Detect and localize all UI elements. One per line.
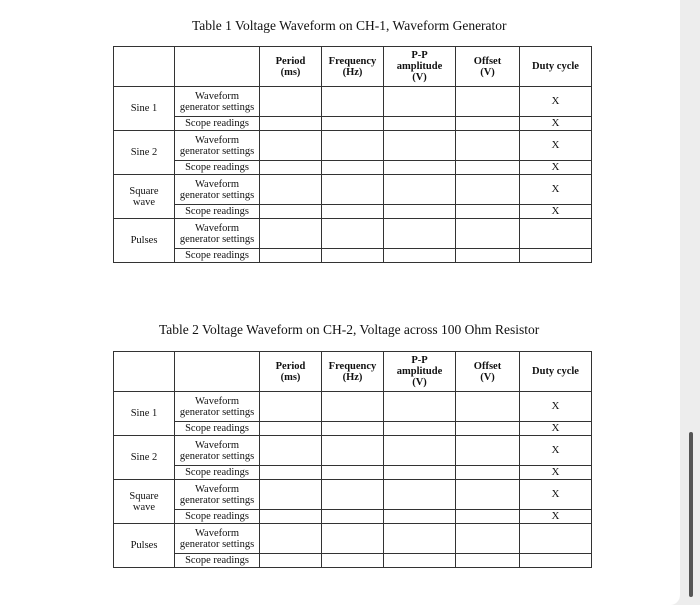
text-line: generator settings	[179, 406, 255, 418]
vertical-scrollbar[interactable]	[689, 432, 693, 597]
entry-cell[interactable]	[260, 175, 322, 205]
scope-readings-label: Scope readings	[175, 466, 260, 480]
text-line: Waveform	[194, 134, 240, 146]
header-frequency	[322, 47, 384, 87]
duty-cycle-cell[interactable]	[520, 554, 592, 568]
text-line: wave	[132, 501, 156, 513]
header-pp	[384, 352, 456, 392]
entry-cell[interactable]	[384, 422, 456, 436]
entry-cell[interactable]	[384, 436, 456, 466]
entry-cell[interactable]	[456, 510, 520, 524]
entry-cell[interactable]	[384, 117, 456, 131]
table-row	[114, 117, 592, 131]
text-line: generator settings	[179, 189, 255, 201]
text-line: (Hz)	[342, 371, 363, 383]
entry-cell[interactable]	[260, 436, 322, 466]
scope-readings-label: Scope readings	[175, 161, 260, 175]
entry-cell[interactable]	[456, 436, 520, 466]
header-period	[260, 47, 322, 87]
text-line: Waveform	[194, 395, 240, 407]
table-1	[113, 46, 592, 263]
entry-cell[interactable]	[322, 131, 384, 161]
duty-cycle-cell[interactable]: X	[520, 422, 592, 436]
entry-cell[interactable]	[456, 392, 520, 422]
text-line: Frequency	[328, 360, 377, 372]
waveform-name-text: Sine 2	[130, 147, 158, 158]
entry-cell[interactable]	[322, 480, 384, 510]
waveform-name	[114, 392, 175, 436]
entry-cell[interactable]	[260, 554, 322, 568]
generator-settings-label	[175, 131, 260, 161]
header-blank-cell	[114, 47, 175, 87]
entry-cell[interactable]	[322, 554, 384, 568]
scope-readings-label: Scope readings	[175, 249, 260, 263]
generator-settings-label	[175, 175, 260, 205]
duty-cycle-cell[interactable]: X	[520, 480, 592, 510]
entry-cell[interactable]	[322, 87, 384, 117]
generator-settings-label	[175, 436, 260, 466]
waveform-name-text: Sine 1	[130, 408, 158, 419]
table-2	[113, 351, 592, 568]
table-row	[114, 175, 592, 205]
header-frequency	[322, 352, 384, 392]
waveform-name	[114, 87, 175, 131]
generator-settings-label	[175, 87, 260, 117]
text-line: amplitude	[396, 366, 443, 377]
waveform-name-text	[129, 186, 158, 208]
generator-settings-label	[175, 219, 260, 249]
text-line: (ms)	[280, 66, 301, 78]
duty-cycle-cell[interactable]	[520, 524, 592, 554]
header-duty	[520, 352, 592, 392]
entry-cell[interactable]	[456, 131, 520, 161]
scope-readings-label: Scope readings	[175, 554, 260, 568]
text-line: generator settings	[179, 233, 255, 245]
entry-cell[interactable]	[322, 466, 384, 480]
table-row	[114, 87, 592, 117]
entry-cell[interactable]	[260, 524, 322, 554]
text-line: Waveform	[194, 527, 240, 539]
table-row	[114, 480, 592, 510]
entry-cell[interactable]	[260, 480, 322, 510]
duty-cycle-cell[interactable]: X	[520, 510, 592, 524]
entry-cell[interactable]	[260, 161, 322, 175]
header-blank-cell	[114, 352, 175, 392]
entry-cell[interactable]	[260, 392, 322, 422]
waveform-name	[114, 480, 175, 524]
text-line: Duty cycle	[532, 61, 579, 72]
table-row	[114, 422, 592, 436]
text-line: P-P	[411, 355, 428, 366]
text-line: (V)	[480, 66, 495, 78]
header-row	[114, 47, 592, 87]
text-line: Frequency	[328, 55, 377, 67]
waveform-name	[114, 175, 175, 219]
text-line: (ms)	[280, 371, 301, 383]
entry-cell[interactable]	[260, 117, 322, 131]
entry-cell[interactable]	[322, 524, 384, 554]
table-row	[114, 436, 592, 466]
text-line: Period	[275, 55, 306, 67]
text-line: Square	[129, 490, 159, 502]
duty-cycle-cell[interactable]: X	[520, 131, 592, 161]
waveform-name	[114, 524, 175, 568]
entry-cell[interactable]	[384, 175, 456, 205]
text-line: generator settings	[179, 538, 255, 550]
entry-cell[interactable]	[384, 554, 456, 568]
generator-settings-label	[175, 524, 260, 554]
entry-cell[interactable]	[384, 219, 456, 249]
duty-cycle-cell[interactable]: X	[520, 161, 592, 175]
entry-cell[interactable]	[456, 249, 520, 263]
entry-cell[interactable]	[384, 131, 456, 161]
table-row	[114, 466, 592, 480]
entry-cell[interactable]	[384, 392, 456, 422]
header-pp	[384, 47, 456, 87]
entry-cell[interactable]	[384, 466, 456, 480]
header-offset	[456, 47, 520, 87]
duty-cycle-cell[interactable]: X	[520, 466, 592, 480]
text-line: P-P	[411, 50, 428, 61]
table-row	[114, 205, 592, 219]
text-line: Waveform	[194, 90, 240, 102]
entry-cell[interactable]	[384, 524, 456, 554]
text-line: (V)	[412, 72, 427, 83]
header-blank-cell	[175, 352, 260, 392]
header-period	[260, 352, 322, 392]
entry-cell[interactable]	[260, 466, 322, 480]
text-line: generator settings	[179, 450, 255, 462]
text-line: amplitude	[396, 61, 443, 72]
entry-cell[interactable]	[456, 205, 520, 219]
text-line: Waveform	[194, 178, 240, 190]
entry-cell[interactable]	[456, 524, 520, 554]
scope-readings-label: Scope readings	[175, 510, 260, 524]
text-line: Square	[129, 185, 159, 197]
entry-cell[interactable]	[322, 205, 384, 219]
generator-settings-label	[175, 392, 260, 422]
table-row	[114, 392, 592, 422]
waveform-name-text: Pulses	[130, 540, 158, 551]
table-row	[114, 510, 592, 524]
entry-cell[interactable]	[322, 510, 384, 524]
entry-cell[interactable]	[456, 87, 520, 117]
entry-cell[interactable]	[260, 510, 322, 524]
text-line: (Hz)	[342, 66, 363, 78]
entry-cell[interactable]	[456, 480, 520, 510]
entry-cell[interactable]	[322, 175, 384, 205]
waveform-name	[114, 131, 175, 175]
waveform-name	[114, 436, 175, 480]
scope-readings-label: Scope readings	[175, 205, 260, 219]
entry-cell[interactable]	[260, 87, 322, 117]
entry-cell[interactable]	[322, 422, 384, 436]
entry-cell[interactable]	[456, 466, 520, 480]
table-row	[114, 131, 592, 161]
entry-cell[interactable]	[322, 249, 384, 263]
entry-cell[interactable]	[456, 422, 520, 436]
table-1-caption: Table 1 Voltage Waveform on CH-1, Waveform Generator	[192, 18, 507, 33]
entry-cell[interactable]	[260, 249, 322, 263]
text-line: Waveform	[194, 222, 240, 234]
entry-cell[interactable]	[384, 510, 456, 524]
entry-cell[interactable]	[456, 117, 520, 131]
table-row	[114, 249, 592, 263]
duty-cycle-cell[interactable]: X	[520, 87, 592, 117]
entry-cell[interactable]	[260, 205, 322, 219]
duty-cycle-cell[interactable]	[520, 219, 592, 249]
header-blank-cell	[175, 47, 260, 87]
entry-cell[interactable]	[384, 161, 456, 175]
entry-cell[interactable]	[260, 422, 322, 436]
duty-cycle-cell[interactable]: X	[520, 205, 592, 219]
waveform-name-text: Sine 1	[130, 103, 158, 114]
entry-cell[interactable]	[384, 480, 456, 510]
entry-cell[interactable]	[456, 161, 520, 175]
text-line: wave	[132, 196, 156, 208]
duty-cycle-cell[interactable]: X	[520, 436, 592, 466]
text-line: generator settings	[179, 494, 255, 506]
entry-cell[interactable]	[456, 219, 520, 249]
text-line: (V)	[480, 371, 495, 383]
waveform-name-text	[129, 491, 158, 513]
text-line: Waveform	[194, 483, 240, 495]
entry-cell[interactable]	[384, 249, 456, 263]
entry-cell[interactable]	[322, 161, 384, 175]
table-row	[114, 161, 592, 175]
table-row	[114, 554, 592, 568]
header-offset	[456, 352, 520, 392]
header-row	[114, 352, 592, 392]
text-line: Offset	[473, 360, 502, 372]
table-row	[114, 524, 592, 554]
waveform-name-text: Sine 2	[130, 452, 158, 463]
text-line: Offset	[473, 55, 502, 67]
text-line: Period	[275, 360, 306, 372]
duty-cycle-cell[interactable]: X	[520, 117, 592, 131]
entry-cell[interactable]	[384, 205, 456, 219]
waveform-name-text: Pulses	[130, 235, 158, 246]
entry-cell[interactable]	[322, 219, 384, 249]
scope-readings-label: Scope readings	[175, 117, 260, 131]
duty-cycle-cell[interactable]: X	[520, 175, 592, 205]
entry-cell[interactable]	[384, 87, 456, 117]
text-line: Duty cycle	[532, 366, 579, 377]
duty-cycle-cell[interactable]: X	[520, 392, 592, 422]
table-2-caption: Table 2 Voltage Waveform on CH-2, Voltage across 100 Ohm Resistor	[159, 322, 540, 337]
entry-cell[interactable]	[322, 392, 384, 422]
entry-cell[interactable]	[260, 219, 322, 249]
text-line: generator settings	[179, 145, 255, 157]
entry-cell[interactable]	[260, 131, 322, 161]
entry-cell[interactable]	[322, 117, 384, 131]
text-line: generator settings	[179, 101, 255, 113]
entry-cell[interactable]	[322, 436, 384, 466]
table-row	[114, 219, 592, 249]
header-duty	[520, 47, 592, 87]
text-line: (V)	[412, 377, 427, 388]
generator-settings-label	[175, 480, 260, 510]
waveform-name	[114, 219, 175, 263]
entry-cell[interactable]	[456, 554, 520, 568]
entry-cell[interactable]	[456, 175, 520, 205]
duty-cycle-cell[interactable]	[520, 249, 592, 263]
scope-readings-label: Scope readings	[175, 422, 260, 436]
text-line: Waveform	[194, 439, 240, 451]
